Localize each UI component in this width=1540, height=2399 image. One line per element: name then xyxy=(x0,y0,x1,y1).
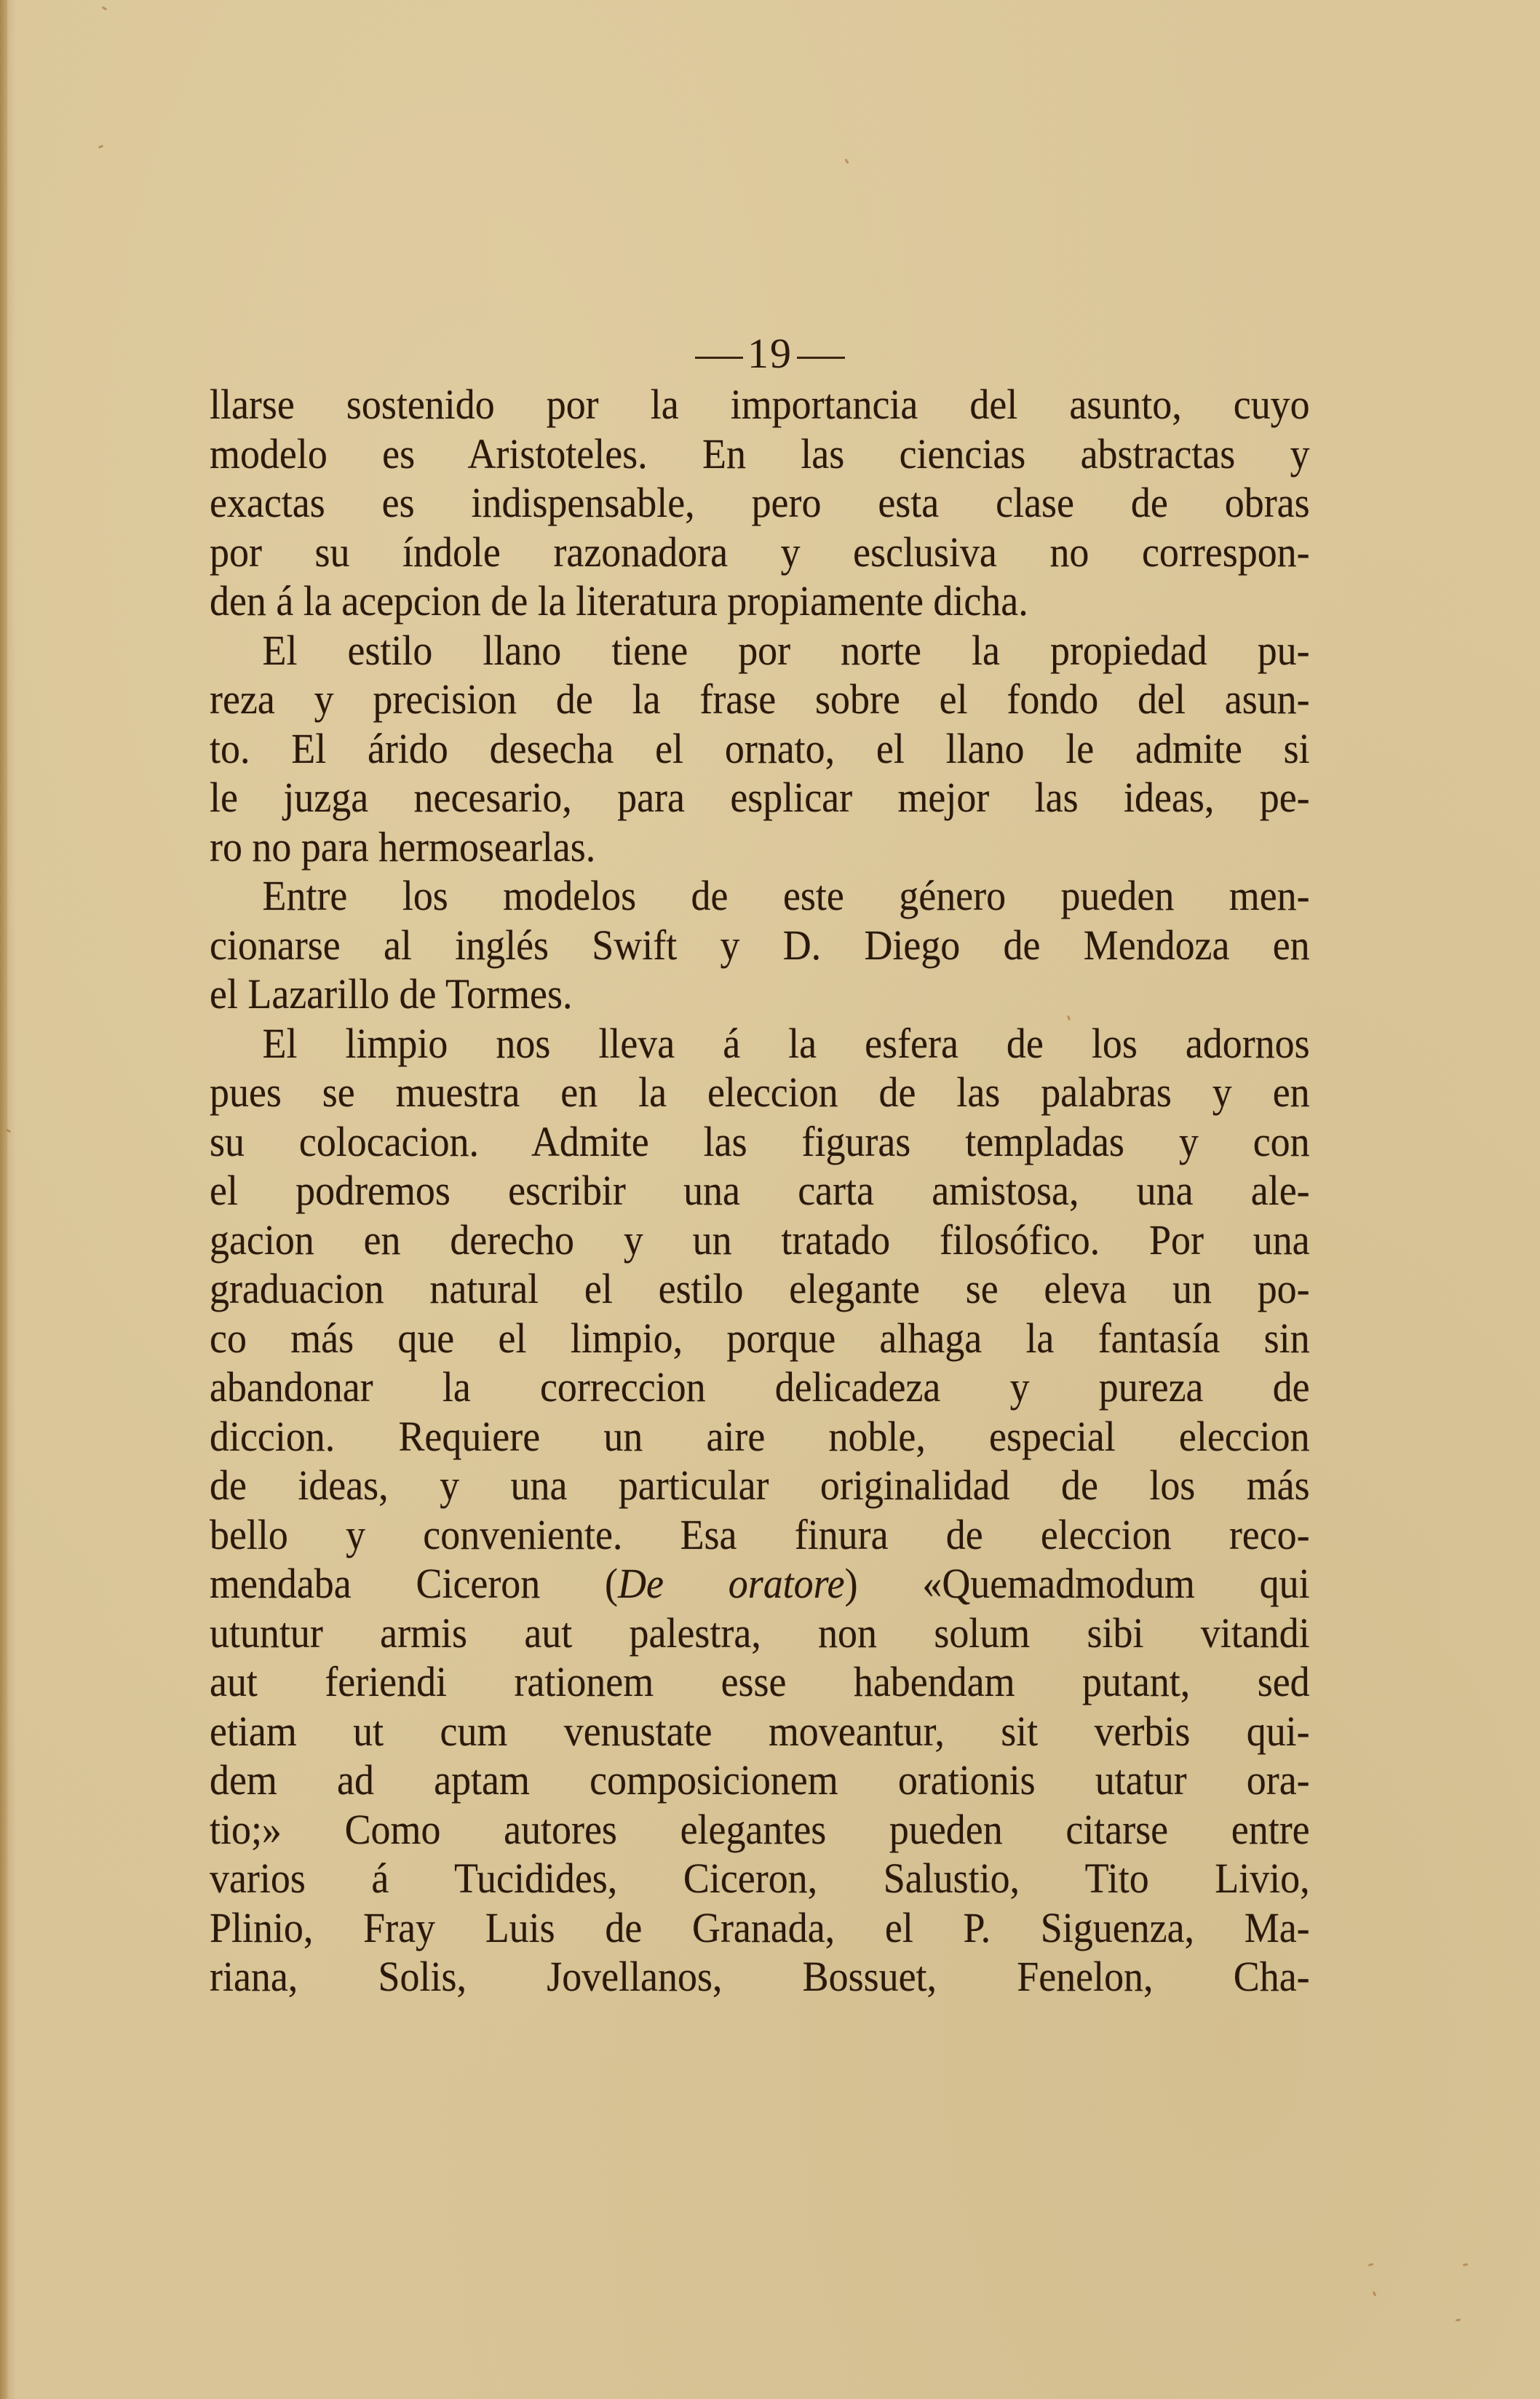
text-line: exactas es indispensable, pero esta clase de obras xyxy=(210,479,1310,526)
text-line: riana, Solis, Jovellanos, Bossuet, Fenelon, Cha- xyxy=(210,1953,1310,2000)
text-line: de ideas, y una particular originalidad de los más xyxy=(210,1462,1310,1509)
text-line: abandonar la correccion delicadeza y pureza de xyxy=(210,1363,1310,1411)
text-line: etiam ut cum venustate moveantur, sit verbis qui- xyxy=(210,1707,1310,1755)
paper-speck xyxy=(1463,2263,1468,2266)
body-text xyxy=(210,380,1310,2002)
text-line: bello y conveniente. Esa finura de eleccion reco- xyxy=(210,1510,1310,1558)
text-line: llarse sostenido por la importancia del asunto, cuyo xyxy=(210,381,1310,428)
paper-speck xyxy=(98,145,104,148)
text-line: cionarse al inglés Swift y D. Diego de Mendoza en xyxy=(210,921,1310,969)
text-line: dem ad aptam composicionem orationis utatur ora- xyxy=(210,1756,1310,1804)
paper-speck xyxy=(102,6,108,10)
text-line: to. El árido desecha el ornato, el llano le admite si xyxy=(210,724,1310,772)
text-line: co más que el limpio, porque alhaga la fantasía sin xyxy=(210,1314,1310,1362)
paper-speck xyxy=(1456,2318,1461,2321)
text-line: el podremos escribir una carta amistosa, una ale- xyxy=(210,1167,1310,1214)
page-number-dash-left xyxy=(695,357,743,359)
text-line: Entre los modelos de este género pueden men- xyxy=(262,872,1310,919)
text-line: den á la acepcion de la literatura propiamente dicha. xyxy=(210,577,1028,624)
text-line: graduacion natural el estilo elegante se eleva un po- xyxy=(210,1265,1310,1312)
text-line: utuntur armis aut palestra, non solum sibi vitandi xyxy=(210,1609,1310,1657)
text-line: el Lazarillo de Tormes. xyxy=(210,970,573,1018)
text-line: le juzga necesario, para esplicar mejor las ideas, pe- xyxy=(210,774,1310,821)
text-line: por su índole razonadora y esclusiva no correspon- xyxy=(210,528,1310,576)
text-line xyxy=(210,1559,1310,1609)
text-line: Plinio, Fray Luis de Granada, el P. Siguenza, Ma- xyxy=(210,1903,1310,1951)
text-line: tio;» Como autores elegantes pueden citarse entre xyxy=(210,1805,1310,1853)
text-line: reza y precision de la frase sobre el fondo del asun- xyxy=(210,675,1310,723)
paper-speck xyxy=(1372,2291,1376,2297)
page-number xyxy=(0,329,1540,378)
text-segment: mendaba Ciceron ( xyxy=(210,1560,619,1607)
text-line: gacion en derecho y un tratado filosófico. Por una xyxy=(210,1216,1310,1264)
paper-speck xyxy=(1368,2263,1374,2267)
text-line: ro no para hermosearlas. xyxy=(210,822,596,871)
italic-title: De oratore xyxy=(618,1560,845,1607)
text-line: modelo es Aristoteles. En las ciencias abstractas y xyxy=(210,429,1310,477)
page-number-dash-right xyxy=(797,357,845,359)
text-line: pues se muestra en la eleccion de las palabras y en xyxy=(210,1068,1310,1116)
text-line: diccion. Requiere un aire noble, especial eleccion xyxy=(210,1412,1310,1460)
text-line: El estilo llano tiene por norte la propiedad pu- xyxy=(262,626,1310,674)
text-line: su colocacion. Admite las figuras templadas y con xyxy=(210,1117,1310,1165)
paper-speck xyxy=(844,159,849,164)
text-line: El limpio nos lleva á la esfera de los adornos xyxy=(262,1019,1310,1067)
page-number-value: 19 xyxy=(747,330,793,377)
text-line: aut feriendi rationem esse habendam putant, sed xyxy=(210,1658,1310,1705)
text-line: varios á Tucidides, Ciceron, Salustio, Tito Livio, xyxy=(210,1855,1310,1902)
text-segment: ) «Quemadmodum qui xyxy=(844,1560,1310,1607)
